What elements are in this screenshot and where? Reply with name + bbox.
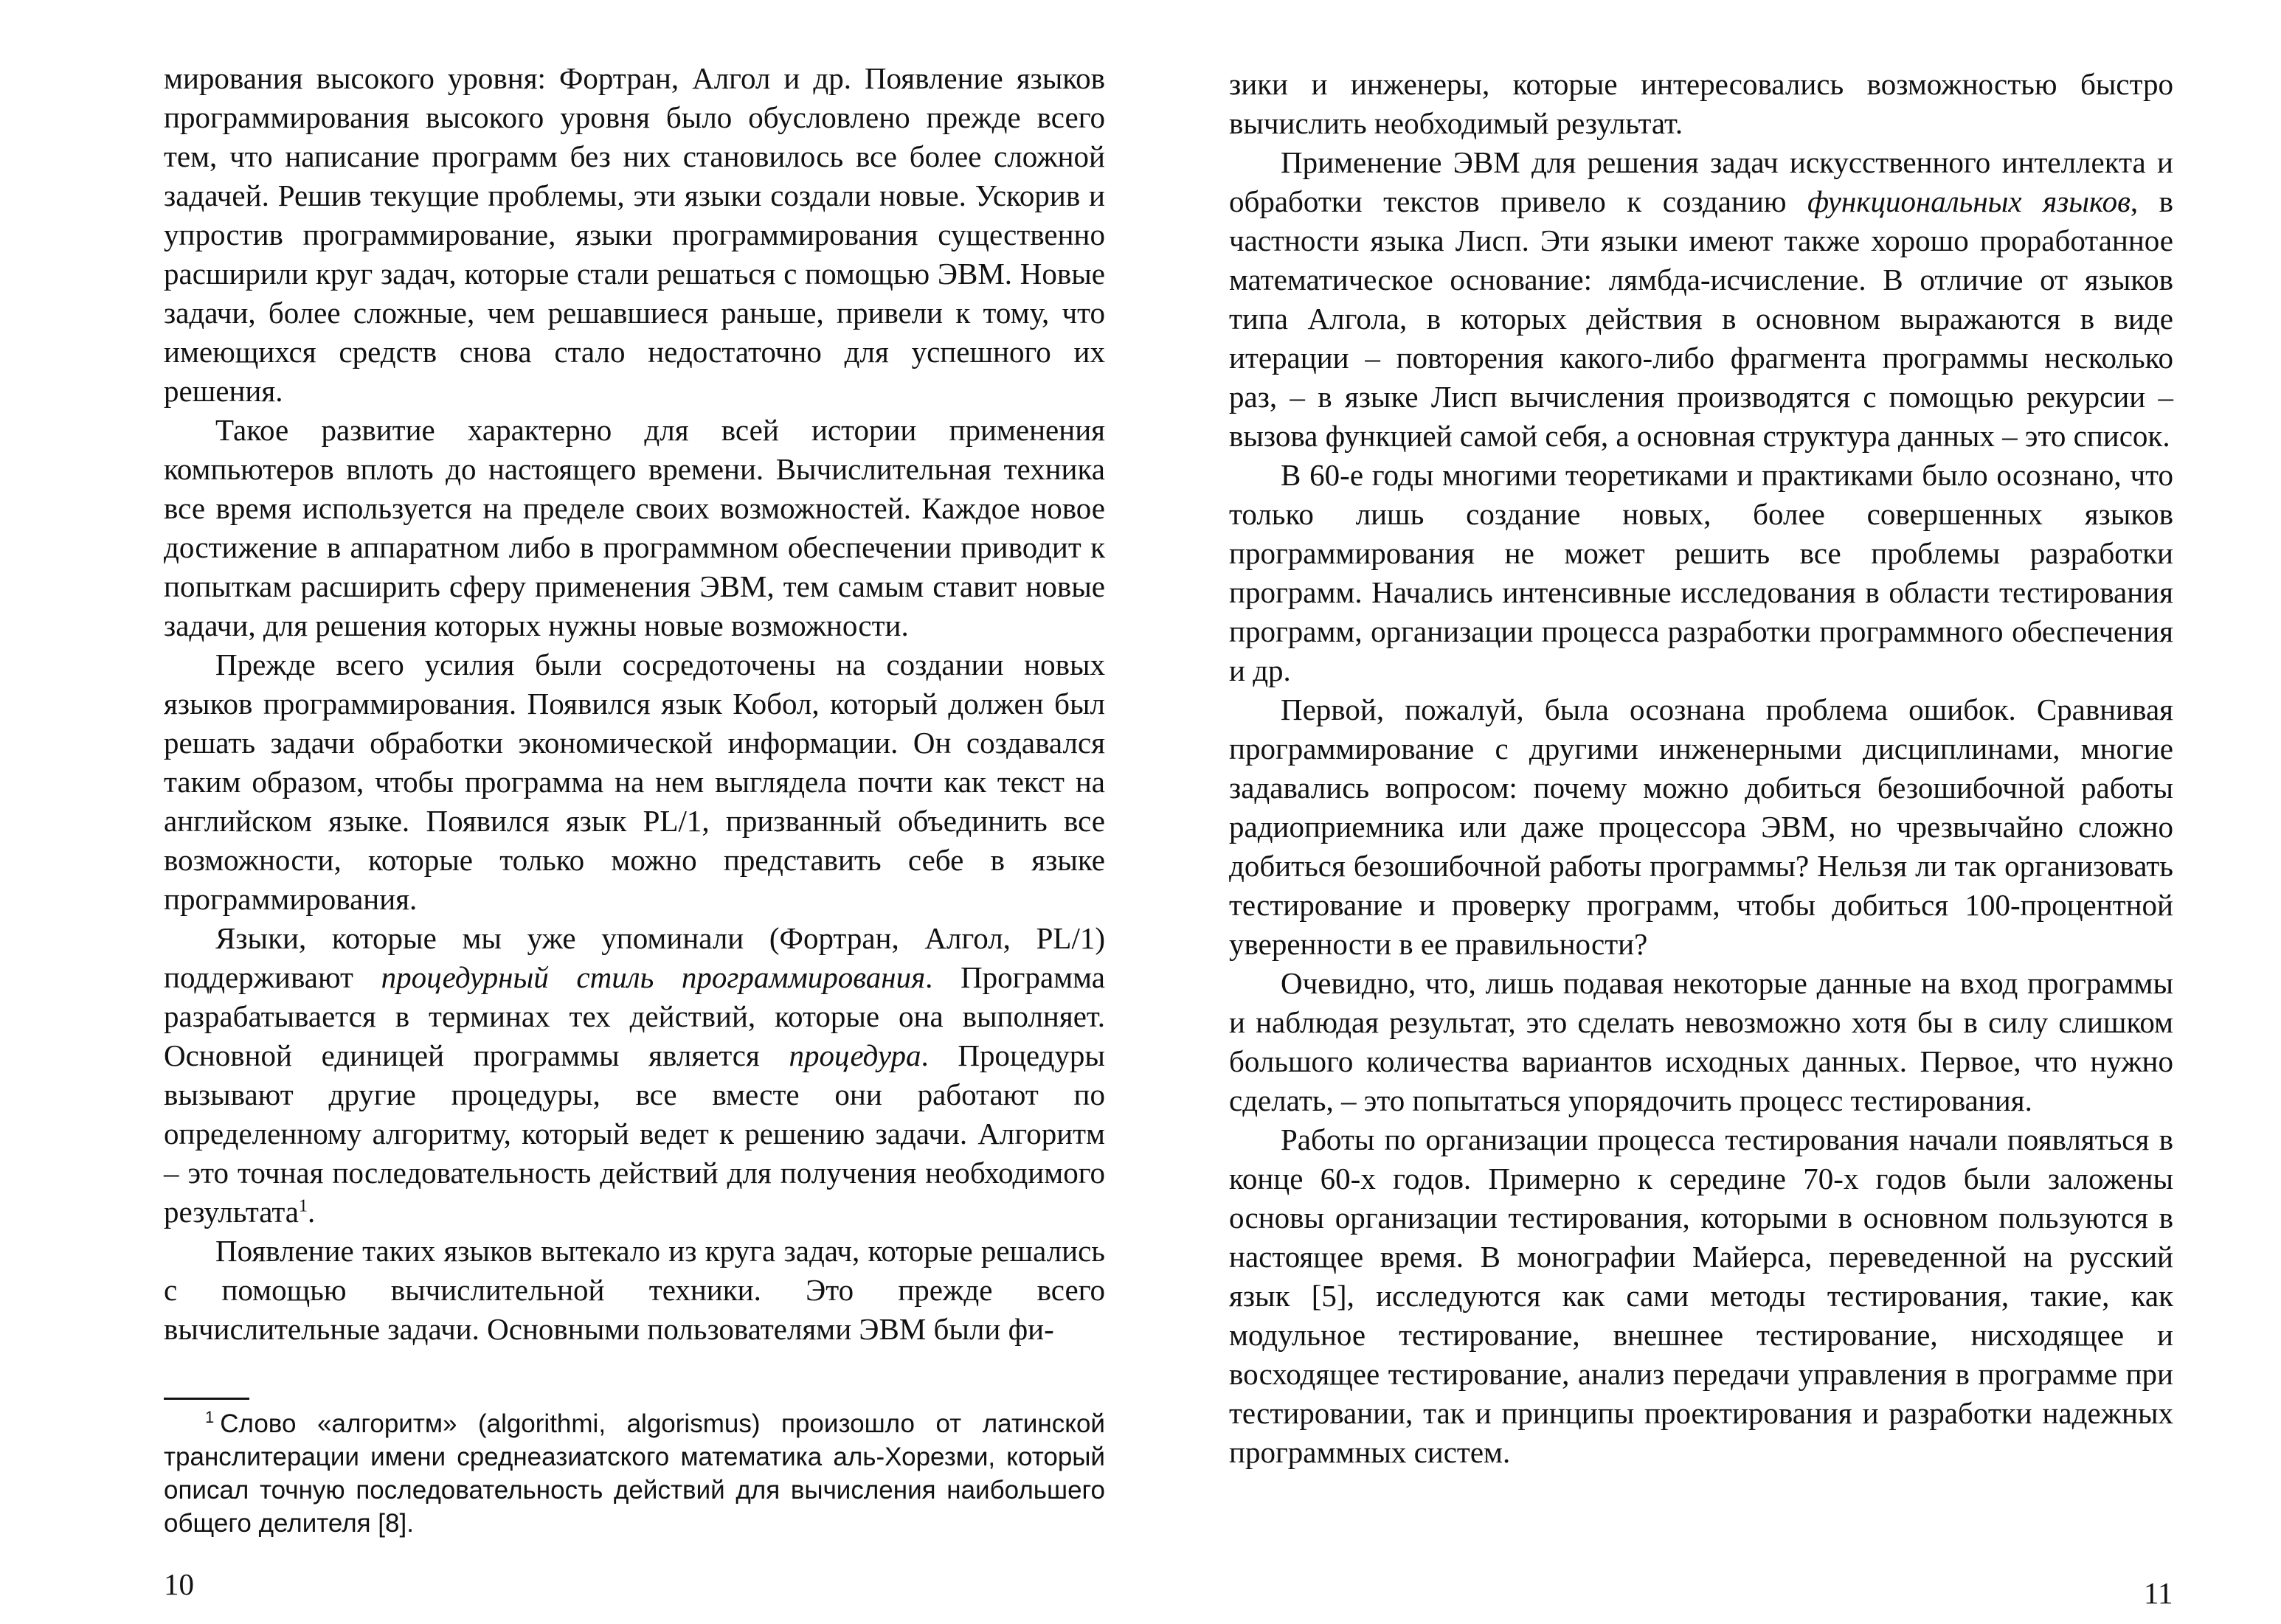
- page-number-right: 11: [2144, 1576, 2173, 1610]
- right-paragraph-1: зики и инженеры, которые интересовались возможностью быстро вычислить необходимый результат.: [1229, 67, 2173, 140]
- left-paragraph-2: Такое развитие характерно для всей истории применения компьютеров вплоть до настоящего времени. Вычислительная техника все время используется на пределе своих возможностей. Каждое новое достижение в аппаратном либо в программном обеспечении приводит к попыткам расширить сферу применения ЭВМ, тем самым ставит новые задачи, для решения которых нужны новые возможности.: [164, 413, 1105, 642]
- left-page: [0, 0, 1140, 1624]
- left-paragraph-4: [164, 919, 1105, 1232]
- footnote-separator: [164, 1398, 249, 1400]
- right-page: [1140, 0, 2281, 1624]
- right-paragraph-5: Очевидно, что, лишь подавая некоторые данные на вход программы и наблюдая результат, это сделать невозможно хотя бы в силу слишком большого количества вариантов исходных данных. Первое, что нужно сделать, – это попытаться упорядочить процесс тестирования.: [1229, 966, 2173, 1117]
- left-p4-emphasis-procedural-style: процедурный стиль программирования: [381, 960, 926, 994]
- left-p4-emphasis-procedure: процедура: [789, 1038, 921, 1072]
- left-p4-text-4: .: [308, 1195, 316, 1229]
- footnote: [164, 1407, 1105, 1540]
- left-page-body: [164, 59, 1105, 1349]
- left-p4-text-3: . Процедуры вызывают другие процедуры, все вместе они работают по определенному алгоритму, который ведет к решению задачи. Алгоритм – это точная последовательность действий для получения необходимого результата: [164, 1038, 1105, 1229]
- left-paragraph-3: Прежде всего усилия были сосредоточены на создании новых языков программирования. Появился язык Кобол, который должен был решать задачи обработки экономической информации. Он создавался таким образом, чтобы программа на нем выглядела почти как текст на английском языке. Появился язык PL/1, призванный объединить все возможности, которые только можно представить себе в языке программирования.: [164, 648, 1105, 916]
- right-p2-text-1: Применение ЭВМ для решения задач искусственного интеллекта и обработки текстов привело к созданию: [1229, 145, 2173, 218]
- left-p4-text-2: . Программа разрабатывается в терминах тех действий, которые она выполняет. Основной единицей программы является: [164, 960, 1105, 1072]
- left-p4-text-1: Языки, которые мы уже упоминали (Фортран, Алгол, PL/1) поддерживают: [164, 921, 1105, 994]
- right-p2-text-2: , в частности языка Лисп. Эти языки имеют также хорошо проработанное математическое основание: лямбда-исчисление. В отличие от языков типа Алгола, в которых действия в основном выражаются в виде итерации – повторения какого-либо фрагмента программы несколько раз, – в языке Лисп вычисления производятся с помощью рекурсии – вызова функцией самой себя, а основная структура данных – это список.: [1229, 184, 2174, 453]
- right-paragraph-2: [1229, 143, 2173, 456]
- right-p2-emphasis-functional-languages: функциональных языков: [1807, 184, 2131, 218]
- footnote-mark: 1: [205, 1408, 215, 1427]
- left-paragraph-5: Появление таких языков вытекало из круга задач, которые решались с помощью вычислительной техники. Это прежде всего вычислительные задачи. Основными пользователями ЭВМ были фи-: [164, 1234, 1105, 1346]
- footnote-text: Слово «алгоритм» (algorithmi, algorismus) произошло от латинской транслитерации имени среднеазиатского математика аль-Хорезми, который описал точную последовательность действий для вычисления наибольшего общего делителя [8].: [164, 1409, 1105, 1538]
- left-paragraph-1: мирования высокого уровня: Фортран, Алгол и др. Появление языков программирования высокого уровня было обусловлено прежде всего тем, что написание программ без них становилось все более сложной задачей. Решив текущие проблемы, эти языки создали новые. Ускорив и упростив программирование, языки программирования существенно расширили круг задач, которые стали решаться с помощью ЭВМ. Новые задачи, более сложные, чем решавшиеся раньше, привели к тому, что имеющихся средств снова стало недостаточно для успешного их решения.: [164, 61, 1105, 408]
- right-page-body: [1229, 65, 2173, 1472]
- footnote-reference: 1: [299, 1196, 308, 1216]
- page-number-left: 10: [164, 1567, 194, 1601]
- right-paragraph-4: Первой, пожалуй, была осознана проблема ошибок. Сравнивая программирование с другими инженерными дисциплинами, многие задавались вопросом: почему можно добиться безошибочной работы радиоприемника или даже процессора ЭВМ, но чрезвычайно сложно добиться безошибочной работы программы? Нельзя ли так организовать тестирование и проверку программ, чтобы добиться 100-процентной уверенности в ее правильности?: [1229, 693, 2173, 961]
- right-paragraph-3: В 60-е годы многими теоретиками и практиками было осознано, что только лишь создание новых, более совершенных языков программирования не может решить все проблемы разработки программ. Начались интенсивные исследования в области тестирования программ, организации процесса разработки программного обеспечения и др.: [1229, 458, 2173, 687]
- right-paragraph-6: Работы по организации процесса тестирования начали появляться в конце 60-х годов. Примерно к середине 70-х годов были заложены основы организации тестирования, которыми в основном пользуются в настоящее время. В монографии Майерса, переведенной на русский язык [5], исследуются как сами методы тестирования, такие, как модульное тестирование, внешнее тестирование, нисходящее и восходящее тестирование, анализ передачи управления в программе при тестировании, так и принципы проектирования и разработки надежных программных систем.: [1229, 1122, 2173, 1469]
